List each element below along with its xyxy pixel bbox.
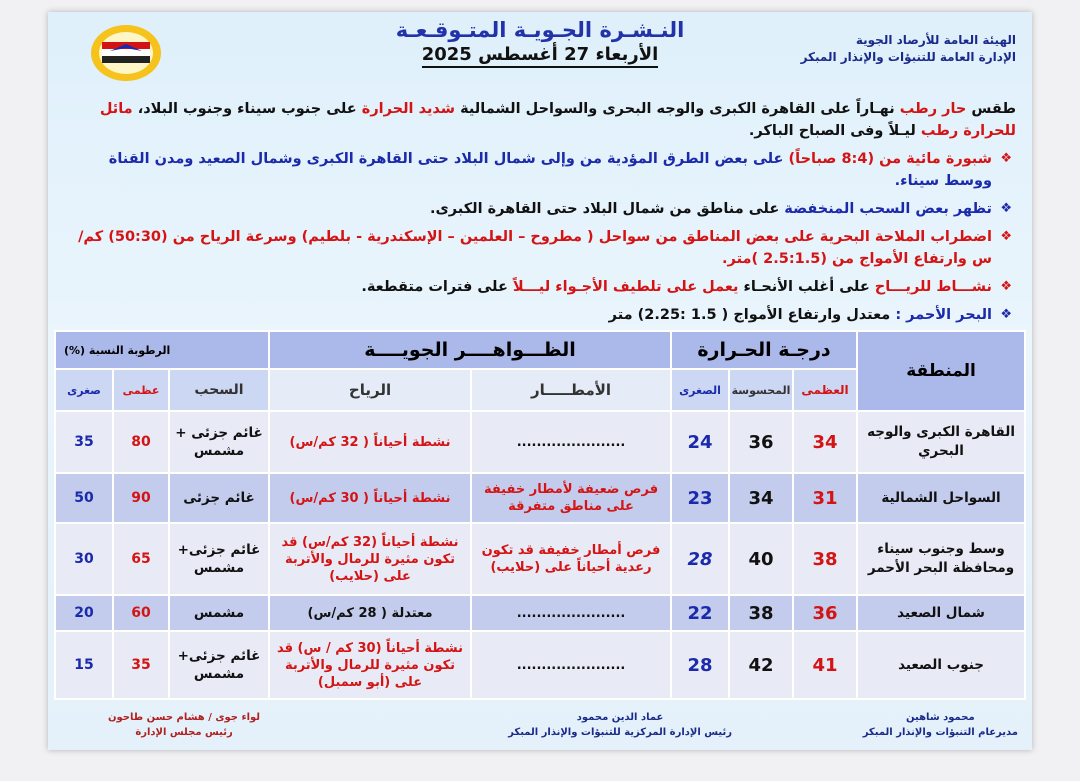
bullet-text: معتدل وارتفاع الأمواج ( 1.5 :2.25) متر	[608, 307, 891, 323]
cloud-cell: غائم جزئى	[169, 473, 269, 523]
org-line-1: الهيئة العامة للأرصاد الجوية	[855, 33, 1016, 47]
feels-like-cell: 42	[729, 631, 793, 699]
diamond-bullet-icon: ❖	[1000, 201, 1012, 216]
intro-highlight: مائل للحرارة رطب	[99, 101, 1016, 139]
feels-like-cell: 36	[729, 411, 793, 473]
signature-name: عماد الدين محمود	[576, 712, 664, 723]
bullet-marine	[72, 226, 1016, 270]
col-max-temp: العظمى	[793, 369, 857, 411]
signature-name: محمود شاهين	[906, 712, 975, 723]
region-cell: السواحل الشمالية	[857, 473, 1025, 523]
humidity-header: الرطوبة النسبة (%)	[55, 331, 269, 369]
bullet-highlight: نشـــاط للريـــاح	[869, 279, 992, 295]
signature-title: رئيس مجلس الإدارة	[135, 727, 233, 738]
rain-cell: ......................	[471, 631, 671, 699]
cloud-cell: غائم جزئى+ مشمس	[169, 631, 269, 699]
max-temp-cell: 41	[793, 631, 857, 699]
humidity-max-cell: 65	[113, 523, 169, 595]
bulletin-date: الأربعاء 27 أغسطس 2025	[422, 44, 659, 68]
max-temp-cell: 34	[793, 411, 857, 473]
cloud-cell: غائم جزئى + مشمس	[169, 411, 269, 473]
title-block	[48, 18, 1032, 68]
humidity-min-cell: 30	[55, 523, 113, 595]
region-cell: القاهرة الكبرى والوجه البحري	[857, 411, 1025, 473]
region-cell: شمال الصعيد	[857, 595, 1025, 631]
cloud-cell: مشمس	[169, 595, 269, 631]
humidity-min-cell: 50	[55, 473, 113, 523]
min-temp-cell: 23	[671, 473, 729, 523]
humidity-min-cell: 35	[55, 411, 113, 473]
region-cell: جنوب الصعيد	[857, 631, 1025, 699]
feels-like-cell: 40	[729, 523, 793, 595]
bullet-highlight: شبورة مائية من (8:4 صباحاً)	[783, 151, 992, 167]
table-row	[55, 411, 1025, 473]
signature-chairman	[108, 710, 260, 740]
bullet-highlight: اضطراب الملاحة البحرية على بعض المناطق من سواحل ( مطروح – العلمين – الإسكندرية - بلطيم) وسرعة الرياح من (50:30) كم/س وارتفاع الأمواج من (2.5:1.5 )متر.	[78, 229, 992, 267]
signature-forecast-director	[863, 710, 1018, 740]
intro-text: على جنوب سيناء وجنوب البلاد،	[132, 101, 362, 117]
signature-title: مديرعام التنبؤات والإنذار المبكر	[862, 727, 1018, 738]
humidity-max-cell: 80	[113, 411, 169, 473]
bullet-highlight: البحر الأحمر :	[890, 307, 992, 323]
table-row	[55, 473, 1025, 523]
col-humidity-min: صغرى	[55, 369, 113, 411]
intro-paragraph	[72, 98, 1016, 142]
max-temp-cell: 38	[793, 523, 857, 595]
humidity-max-cell: 35	[113, 631, 169, 699]
diamond-bullet-icon: ❖	[1000, 279, 1012, 294]
temperature-header: درجـة الحـرارة	[671, 331, 857, 369]
bullet-list	[72, 148, 1016, 326]
max-temp-cell: 36	[793, 595, 857, 631]
wind-cell: نشطة أحياناً ( 32 كم/س)	[269, 411, 471, 473]
min-temp-cell: 28	[671, 631, 729, 699]
col-humidity-max: عظمى	[113, 369, 169, 411]
wind-cell: نشطة أحياناً ( 30 كم/س)	[269, 473, 471, 523]
col-rain: الأمطـــــار	[471, 369, 671, 411]
table-row	[55, 523, 1025, 595]
bullet-wind	[72, 276, 1016, 298]
humidity-min-cell: 15	[55, 631, 113, 699]
feels-like-cell: 34	[729, 473, 793, 523]
min-temp-cell: 22	[671, 595, 729, 631]
bullet-highlight: يعمل على تلطيف الأجـواء ليـــلاً	[507, 279, 739, 295]
bullet-text: على مناطق من شمال البلاد حتى القاهرة الكبرى.	[429, 201, 780, 217]
intro-text: ليـلاً وفى الصباح الباكر.	[748, 123, 921, 139]
col-feels-like: المحسوسة	[729, 369, 793, 411]
signatures	[48, 710, 1032, 746]
table-header-row	[55, 331, 1025, 369]
rain-cell: ......................	[471, 595, 671, 631]
col-wind: الرياح	[269, 369, 471, 411]
feels-like-cell: 38	[729, 595, 793, 631]
org-line-2: الإدارة العامة للتنبؤات والإنذار المبكر	[800, 50, 1016, 64]
region-cell: وسط وجنوب سيناء ومحافظة البحر الأحمر	[857, 523, 1025, 595]
ema-logo-icon	[88, 22, 164, 84]
humidity-min-cell: 20	[55, 595, 113, 631]
humidity-max-cell: 90	[113, 473, 169, 523]
signature-title: رئيس الإدارة المركزية للتنبؤات والإنذار المبكر	[508, 727, 732, 738]
cloud-cell: غائم جزئى+ مشمس	[169, 523, 269, 595]
rain-cell: فرص ضعيفة لأمطار خفيفة على مناطق متفرقة	[471, 473, 671, 523]
table-row	[55, 631, 1025, 699]
signature-name: لواء جوى / هشام حسن طاحون	[108, 712, 261, 723]
bullet-text: على بعض الطرق المؤدية من وإلى شمال البلاد حتى القاهرة الكبرى وشمال الصعيد ومدن القناة ووسط سيناء.	[108, 151, 992, 189]
phenomena-header: الظـــواهــــر الجويــــة	[269, 331, 671, 369]
signature-central-director	[508, 710, 732, 740]
bulletin-title: النـشـرة الجـويـة المتـوقـعـة	[395, 18, 685, 42]
wind-cell: معتدلة ( 28 كم/س)	[269, 595, 471, 631]
rain-cell: فرص أمطار خفيفة قد تكون رعدية أحياناً على (حلايب)	[471, 523, 671, 595]
intro-text: نهـاراً على القاهرة الكبرى والوجه البحرى والسواحل الشمالية	[455, 101, 900, 117]
intro-text: طقس	[966, 101, 1016, 117]
col-clouds: السحب	[169, 369, 269, 411]
humidity-max-cell: 60	[113, 595, 169, 631]
table-row	[55, 595, 1025, 631]
forecast-text	[48, 98, 1032, 326]
forecast-table	[54, 330, 1026, 700]
intro-highlight: حار رطب	[899, 101, 967, 117]
col-min-temp: الصغرى	[671, 369, 729, 411]
diamond-bullet-icon: ❖	[1000, 151, 1012, 166]
bulletin-sheet	[48, 12, 1032, 750]
min-temp-cell: 28	[671, 523, 729, 595]
bullet-red-sea	[72, 304, 1016, 326]
bullet-text: على فترات متقطعة.	[361, 279, 508, 295]
rain-cell: ......................	[471, 411, 671, 473]
max-temp-cell: 31	[793, 473, 857, 523]
bullet-text: على أغلب الأنحـاء	[738, 279, 870, 295]
region-header: المنطقة	[857, 331, 1025, 411]
bullet-clouds	[72, 198, 1016, 220]
bulletin-header	[48, 12, 1032, 94]
min-temp-cell: 24	[671, 411, 729, 473]
wind-cell: نشطة أحياناً (30 كم / س) قد تكون مثيرة للرمال والأتربة على (أبو سمبل)	[269, 631, 471, 699]
diamond-bullet-icon: ❖	[1000, 307, 1012, 322]
diamond-bullet-icon: ❖	[1000, 229, 1012, 244]
intro-highlight: شديد الحرارة	[361, 101, 456, 117]
bullet-fog	[72, 148, 1016, 192]
wind-cell: نشطة أحياناً (32 كم/س) قد تكون مثيرة للرمال والأتربة على (حلايب)	[269, 523, 471, 595]
bullet-highlight: تظهر بعض السحب المنخفضة	[779, 201, 992, 217]
